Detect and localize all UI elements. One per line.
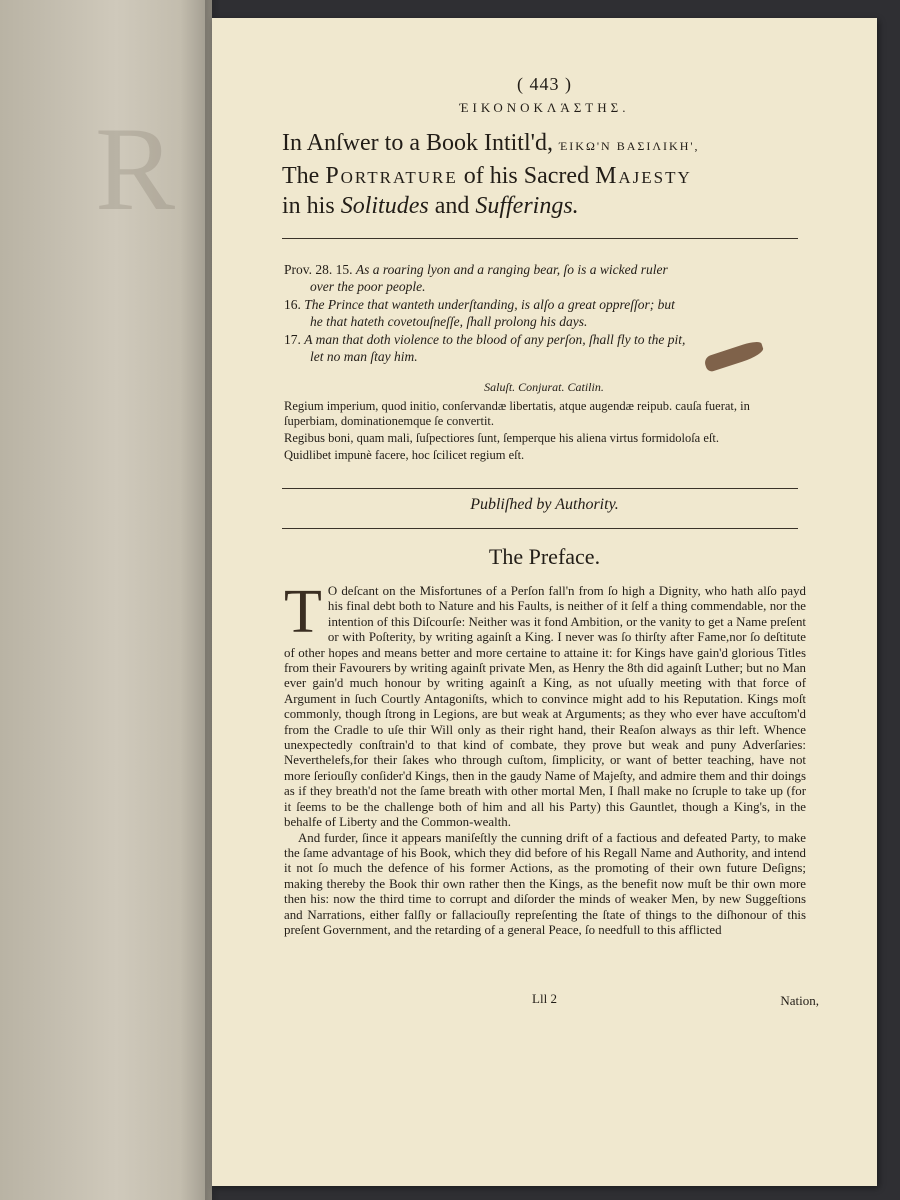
title-line-3 [282, 191, 842, 221]
verse-text: As a roaring lyon and a ranging bear, ſo is a wicked ruler [355, 262, 668, 277]
verse-item [284, 261, 804, 295]
greek-running-title: ΈΙΚΟΝΟΚΛΆΣΤΗΣ. [459, 100, 630, 115]
verse-reference: 17. [284, 332, 301, 347]
verse-item [284, 296, 804, 330]
title-line-1 [282, 128, 842, 161]
verse-continuation: he that hateth covetouſneſſe, ſhall prolong his days. [310, 314, 588, 329]
paragraph: And furder, ſince it appears maniſeſtly the cunning drift of a factious and defeated Party, to make the ſame advantage of his Book, which they did before of his Regall Name and Authority, and intend it not ſo much the defence of his former Actions, as the promoting of their own future Deſigns; making thereby the Book thir own rather then the Kings, as the benefit now muſt be thir own more then his: now the third time to corrupt and diſorder the minds of weaker Men, by new Suggeſtions and Narrations, either falſly or fallaciouſly repreſenting the ſtate of things to the diſhonour of this preſent Government, and the retarding of a general Peace, ſo needfull to this afflicted [284, 830, 806, 937]
catchword: Nation, [780, 993, 819, 1008]
signature-mark: Lll 2 [532, 991, 557, 1006]
title-sufferings: Sufferings. [475, 193, 579, 219]
divider-rule [282, 528, 798, 529]
title-line-2-mid: of his Sacred [463, 163, 590, 189]
divider-rule [282, 488, 798, 489]
title-portrature: Portrature [325, 163, 458, 189]
latin-quote: Regibus boni, quam mali, ſuſpectiores ſunt, ſemperque his aliena virtus formidoloſa eſt. [284, 431, 719, 445]
drop-cap: T [284, 578, 322, 646]
latin-quote: Regium imperium, quod initio, conſervandæ libertatis, atque augendæ reipub. cauſa fuerat, in ſuperbiam, dominationemque ſe convertit. [284, 399, 750, 428]
preface-body [284, 578, 806, 938]
verse-text: The Prince that wanteth underſtanding, is alſo a great oppreſſor; but [304, 297, 675, 312]
title-line-1-text: In Anſwer to a Book Intitl'd, [282, 130, 553, 156]
title-line-2 [282, 161, 842, 191]
title-line-3-mid: and [434, 193, 470, 219]
verse-continuation: over the poor people. [310, 279, 426, 294]
title-line-3-prefix: in his [282, 193, 335, 219]
title-line-2-prefix: The [282, 163, 320, 189]
title-solitudes: Solitudes [340, 193, 429, 219]
preface-heading: The Preface. [488, 544, 601, 569]
title-majesty: Majesty [595, 163, 692, 189]
verse-reference: Prov. 28. 15. [284, 262, 353, 277]
left-page-bleed-through-lines [30, 520, 35, 622]
page-number: ( 443 ) [517, 74, 572, 94]
verse-text: A man that doth violence to the blood of any perſon, ſhall fly to the pit, [304, 332, 686, 347]
paragraph-text: O deſcant on the Misfortunes of a Perſon fall'n from ſo high a Dignity, who hath alſo payd his final debt both to Nature and his Faults, is neither of it ſelf a thing commendable, nor the intention of this Diſcourſe: Neither was it fond Ambition, or the vanity to get a Name preſent or with Poſterity, by writing againſt a King. I never was ſo thirſty after Fame,nor ſo deſtitute of other hopes and means better and more certaine to attaine it: for Kings have gain'd glorious Titles from their Favourers by writing againſt private Men, as Henry the 8th did againſt Luther; but no Man ever gain'd much honour by writing againſt a King, as not uſually meeting with that force of Argument in ſuch Courtly Antagoniſts, which to convince might add to his Reputation. Kings moſt commonly, though ſtrong in Legions, are but weak at Arguments; as they who ever have accuſtom'd from the Cradle to uſe thir Will only as their right hand, their Reaſon always as thir left. Whence unexpectedly conſtrain'd to that kind of combate, they prove but weak and puny Adverſaries: Neverthelefs,for their ſakes who through cuſtom, ſimplicity, or want of better teaching, have not more ſeriouſly conſider'd Kings, then in the gaudy Name of Majeſty, and admire them and thir doings as if they breath'd not the ſame breath with other mortal Men, I ſhall make no ſcruple to take up (for it ſeems to be the challenge both of him and all his Party) this Gauntlet, though a King's, in the behalfe of Liberty and the Common-wealth. [284, 584, 806, 830]
right-page [212, 18, 877, 1186]
left-page-bleed-through: R [95, 102, 176, 235]
verse-reference: 16. [284, 297, 301, 312]
latin-quote: Quidlibet impunè facere, hoc ſcilicet regium eſt. [284, 448, 525, 462]
latin-epigraph [284, 380, 804, 465]
verse-continuation: let no man ſtay him. [310, 349, 418, 364]
published-by-authority: Publiſhed by Authority. [470, 496, 619, 513]
latin-source: Saluſt. Conjurat. Catilin. [484, 380, 604, 394]
book-title [282, 128, 842, 221]
paragraph [284, 578, 806, 831]
left-facing-page [0, 0, 212, 1200]
title-greek-words: ΈΙΚΩ'Ν ΒΑΣΙΛΙΚΗ', [558, 139, 700, 153]
divider-rule [282, 238, 798, 239]
